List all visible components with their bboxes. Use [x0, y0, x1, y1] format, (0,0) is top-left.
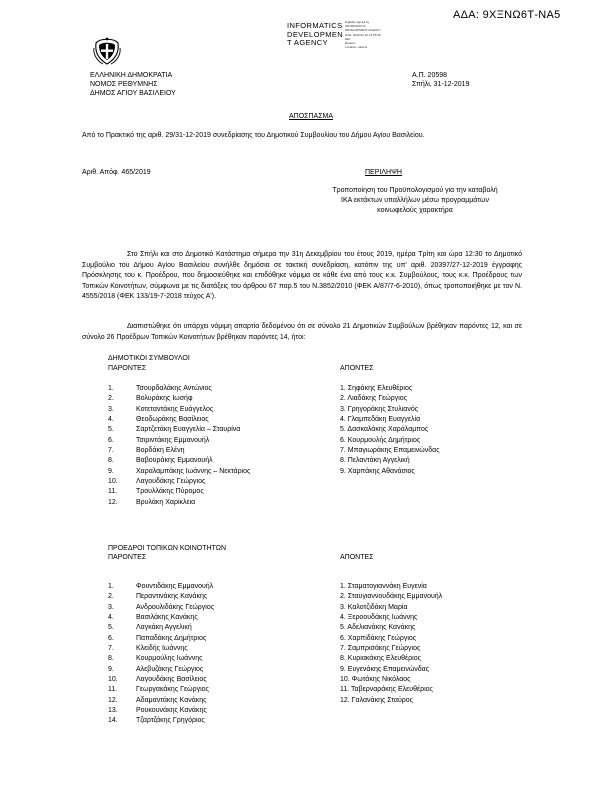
list-item: 10. Φωτάκης Νικόλαος [340, 676, 411, 684]
list-item: 10. Λαγουδάκης Γεώργιος [108, 478, 206, 486]
summary-block [290, 186, 540, 216]
list-item: 5. Αδελιανάκης Κανάκης [340, 624, 416, 632]
protocol-number: Α.Π. 20598 [412, 72, 448, 79]
intro-text: Από το Πρακτικό της αριθ. 29/31-12-2019 συνεδρίασης του Δημοτικού Συμβουλίου του Δήμου Αγίου Βασιλείου. [82, 132, 425, 139]
list-item: 4. Θεοδωράκης Βασίλειος [108, 416, 209, 424]
council-heading: ΔΗΜΟΤΙΚΟΙ ΣΥΜΒΟΥΛΟΙ [108, 355, 190, 362]
list-item: 4. Βασιλάκης Κανάκης [108, 614, 198, 622]
list-item: 14. Τζαρτζάκης Γρηγόριος [108, 717, 205, 725]
stamp-detail-line: Date: 2020.01.15 12:55:36 [345, 32, 381, 37]
stamp-detail-line: Reason: [345, 41, 357, 46]
list-item: 2. Σταυγιαννουδάκης Εμμανουήλ [340, 593, 443, 601]
list-item: 9. Ευγενάκης Επαμεινώνδας [340, 665, 430, 673]
document-title: ΑΠΟΣΠΑΣΜΑ [288, 113, 334, 120]
stamp-label-line: T AGENCY [287, 38, 328, 47]
list-item: 8. Κυριακάκης Ελευθέριος [340, 655, 421, 663]
stamp-detail-line: Digitally signed by [345, 20, 370, 24]
list-item: 8. Κουρμούλης Ιωάννης [108, 655, 203, 663]
list-item: 9. Αλεβυζάκης Γεώργιος [108, 665, 204, 673]
list-item: 3. Γρηγοράκης Στυλιανός [340, 405, 419, 413]
list-item: 8. Πελαντάκη Αγγελική [340, 457, 410, 465]
stamp-detail-line: INFORMATICS [345, 24, 366, 29]
place-date: Σπήλι, 31-12-2019 [412, 81, 470, 88]
list-item: 4. Ξεροουδάκης Ιωάννης [340, 614, 418, 622]
stamp-detail-line: DEVELOPMENT AGENCY [345, 28, 381, 33]
stamp-label-line: DEVELOPMEN [287, 29, 344, 39]
list-item: 3. Κοτεταντάκης Ευάγγελος [108, 405, 214, 413]
issuer-line: ΝΟΜΟΣ ΡΕΘΥΜΝΗΣ [90, 81, 158, 88]
stamp-detail-line: Location: Athens [345, 45, 368, 50]
decision-number: Αριθ. Απόφ. 465/2019 [82, 169, 151, 176]
list-item: 12. Βρυλάκη Χαρίκλεια [108, 498, 196, 506]
presidents-absent-label: ΑΠΟΝΤΕΣ [340, 554, 374, 561]
issuer-line: ΔΗΜΟΣ ΑΓΙΟΥ ΒΑΣΙΛΕΙΟΥ [90, 90, 176, 97]
list-item: 5. Δασκαλάκης Χαράλαμπος [340, 426, 429, 434]
list-item: 7. Κλειδής Ιωάννης [108, 645, 188, 653]
list-item: 6. Κουρμουλής Δημήτριος [340, 436, 421, 444]
presidents-present-list [108, 582, 214, 727]
summary-heading: ΠΕΡΙΛΗΨΗ [365, 169, 402, 176]
quorum-paragraph: Διαπιστώθηκε ότι υπάρχει νόμιμη απαρτία δεδομένου ότι σε σύνολο 21 Δημοτικών Συμβούλων βρέθηκαν παρόντες 12, και σε σύνολο 26 Προέδρων Τοπικών Κοινοτήτων βρέθηκαν παρόντες 14, ήτοι: [82, 323, 522, 341]
list-item: 12. Αδαμαντάκης Κανάκης [108, 696, 207, 704]
list-item: 6. Χαρπιδάκης Γεώργιος [340, 634, 417, 642]
stamp-label-line: INFORMATICS [287, 21, 343, 30]
list-item: 2. Βολυράκης Ιωσήφ [108, 395, 193, 403]
list-item: 5. Λαγκάκη Αγγελική [108, 624, 192, 632]
list-item: 1. Σηφάκης Ελευθέριος [340, 385, 413, 392]
list-item: 3. Ανδρουλιδάκης Γεώργιος [108, 603, 215, 611]
list-item: 13. Ρουκουνάκης Κανάκης [108, 707, 207, 715]
list-item: 9. Χαρπάκης Αθανάσιος [340, 467, 415, 475]
greek-coat-of-arms-icon [93, 36, 121, 66]
list-item: 7. Σαμπρισάκης Γεώργιος [340, 645, 421, 653]
council-absent-label: ΑΠΟΝΤΕΣ [340, 365, 374, 372]
list-item: 11. Ταβερναράκης Ελευθέριος [340, 686, 433, 694]
list-item: 10. Λαγουδάκης Βασίλειος [108, 676, 207, 684]
summary-line: κοινωφελούς χαρακτήρα [377, 207, 453, 214]
list-item: 1. Σταματογιαννάκη Ευγενία [340, 583, 427, 590]
summary-line: Τροποποίηση του Προϋπολογισμού για την καταβολή [332, 187, 498, 194]
list-item: 12. Γαλανάκης Σταύρος [340, 696, 414, 704]
list-item: 3. Καλοτζιδάκη Μαρία [340, 603, 408, 611]
council-absent-list [340, 384, 440, 477]
list-item: 1. Τσουρδαλάκης Αντώνιος [108, 385, 212, 392]
list-item: 6. Παπαδάκης Δημήτριος [108, 634, 207, 642]
ada-code: ΑΔΑ: 9ΧΞΝΩ6Τ-ΝΑ5 [453, 9, 561, 21]
issuer-block [90, 71, 176, 98]
list-item: 7. Βορδάκη Ελένη [108, 447, 185, 455]
issuer-line: ΕΛΛΗΝΙΚΗ ΔΗΜΟΚΡΑΤΙΑ [90, 72, 173, 79]
presidents-present-label: ΠΑΡΟΝΤΕΣ [108, 554, 147, 561]
list-item: 5. Σαρτζετάκη Ευαγγελία – Σταυρίνα [108, 426, 241, 434]
council-present-label: ΠΑΡΟΝΤΕΣ [108, 365, 147, 372]
signature-stamp-details [345, 20, 381, 49]
list-item: 7. Μπαγιωράκης Επαμεινώνδας [340, 447, 440, 455]
summary-line: ΙΚΑ εκτάκτων υπαλλήλων μέσω προγραμμάτων [341, 197, 489, 204]
list-item: 2. Περαντινάκης Κανάκης [108, 593, 208, 601]
list-item: 11. Γεωργακάκης Γεώργιος [108, 686, 209, 694]
list-item: 2. Λιαδάκης Γεώργιος [340, 395, 408, 403]
list-item: 1. Φουντιδάκης Εμμανουήλ [108, 583, 214, 590]
list-item: 11. Τρουλλάκης Πύρομος [108, 488, 204, 496]
presidents-heading: ΠΡΟΕΔΡΟΙ ΤΟΠΙΚΩΝ ΚΟΙΝΟΤΗΤΩΝ [108, 545, 226, 552]
council-present-list [108, 384, 250, 508]
stamp-detail-line: EET [345, 36, 351, 41]
list-item: 6. Τσιριντάκης Εμμανουήλ [108, 436, 210, 444]
meeting-paragraph: Στο Σπήλι και στο Δημοτικό Κατάστημα σήμερα την 31η Δεκεμβρίου του έτους 2019, ημέρα Τρίτη και ώρα 12:30 το Δημοτικό Συμβούλιο του Δήμου Αγίου Βασιλείου συνήλθε δημόσια σε τακτική συνεδρίαση, κατόπιν της υπ' αριθ. 20397/27-12-2019 έγγραφης Πρόσκλησης του κ. Προέδρου, που δημοσιεύθηκε και επιδόθηκε νόμιμα σε κάθε ένα από τους κ.κ. Συμβούλους, τους κ.κ. Προέδρους των Τοπικών Κοινοτήτων, σύμφωνα με τις διατάξεις του άρθρου 67 παρ.5 του Ν.3852/2010 (ΦΕΚ Α/87/7-6-2010), όπως τροποποιήθηκε με τον Ν. 4555/2018 (ΦΕΚ 133/19-7-2018 τεύχος Α'). [82, 251, 522, 300]
list-item: 8. Βαβουράκης Εμμανουήλ [108, 457, 213, 465]
list-item: 4. Γλαμπεδάκη Ευαγγελία [340, 416, 421, 424]
signature-stamp-label [287, 22, 343, 48]
presidents-absent-list [340, 582, 442, 706]
list-item: 9. Χαραλαμπάκης Ιωάννης – Νεκτάριος [108, 467, 251, 475]
